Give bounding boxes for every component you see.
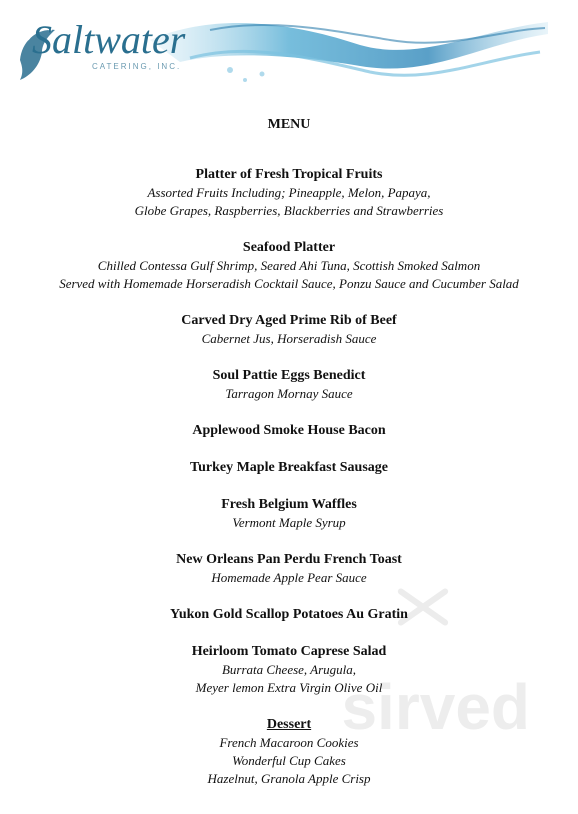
menu-item-description: Tarragon Mornay Sauce: [225, 386, 353, 401]
menu-item: [0, 643, 578, 697]
menu-item-description: Burrata Cheese, Arugula,: [221, 662, 357, 677]
menu-item: [0, 606, 578, 624]
menu-item-name: Platter of Fresh Tropical Fruits: [195, 167, 383, 182]
menu-item-name: Turkey Maple Breakfast Sausage: [190, 460, 388, 475]
menu-item-name: Applewood Smoke House Bacon: [192, 423, 386, 438]
menu-list: [0, 166, 578, 788]
menu-item-name: Seafood Platter: [242, 240, 336, 255]
dessert-item: Wonderful Cup Cakes: [232, 753, 346, 768]
menu-item: [0, 459, 578, 477]
menu-item-name: New Orleans Pan Perdu French Toast: [176, 552, 402, 567]
menu-item: [0, 496, 578, 532]
dessert-heading: Dessert: [266, 717, 312, 732]
menu-item: [0, 312, 578, 348]
dessert-item: French Macaroon Cookies: [219, 735, 359, 750]
logo-subtitle: CATERING, INC.: [92, 62, 182, 71]
menu-item: [0, 239, 578, 293]
menu-item-description: Globe Grapes, Raspberries, Blackberries and Strawberries: [134, 203, 444, 218]
menu-item-name: Heirloom Tomato Caprese Salad: [191, 644, 387, 659]
menu-item: [0, 166, 578, 220]
menu-item-description: Assorted Fruits Including; Pineapple, Melon, Papaya,: [147, 185, 431, 200]
menu-item: [0, 422, 578, 440]
menu-item-name: Fresh Belgium Waffles: [221, 497, 357, 512]
menu-item-description: Homemade Apple Pear Sauce: [211, 570, 367, 585]
page-title: MENU: [267, 117, 311, 132]
menu-item-description: Served with Homemade Horseradish Cocktail Sauce, Ponzu Sauce and Cucumber Salad: [59, 276, 519, 291]
menu-item: [0, 551, 578, 587]
menu-item-name: Carved Dry Aged Prime Rib of Beef: [181, 313, 397, 328]
menu-item-description: Vermont Maple Syrup: [232, 515, 346, 530]
menu-item-description: Meyer lemon Extra Virgin Olive Oil: [195, 680, 383, 695]
menu-item-name: Yukon Gold Scallop Potatoes Au Gratin: [170, 607, 408, 622]
dessert-item: Hazelnut, Granola Apple Crisp: [207, 771, 371, 786]
logo-wordmark: Saltwater: [32, 17, 186, 62]
menu-item-description: Chilled Contessa Gulf Shrimp, Seared Ahi Tuna, Scottish Smoked Salmon: [97, 258, 481, 273]
header-banner: [0, 0, 578, 100]
dessert-section: [0, 716, 578, 788]
sirved-watermark: sirved: [341, 671, 530, 743]
menu-item-description: Cabernet Jus, Horseradish Sauce: [201, 331, 377, 346]
menu-item-name: Soul Pattie Eggs Benedict: [212, 368, 366, 383]
menu-item: [0, 367, 578, 403]
